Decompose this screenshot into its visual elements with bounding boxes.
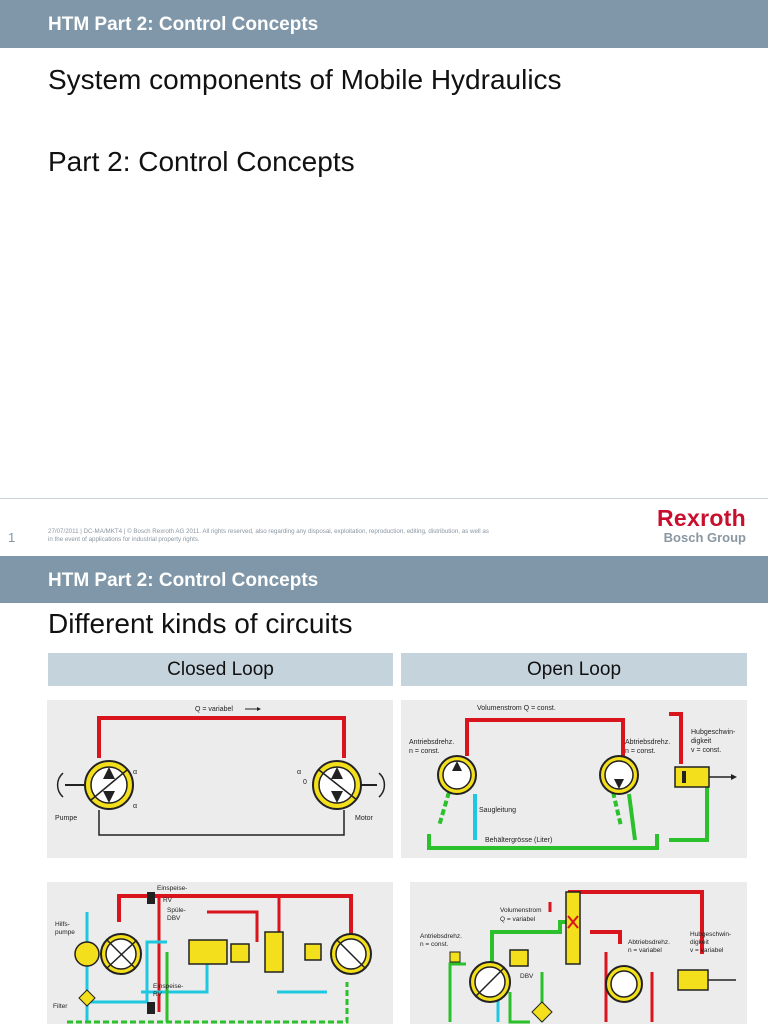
aux-pump-label-1: Hilfs- (55, 921, 70, 928)
aux-pump-label-2: pumpe (55, 929, 75, 936)
closed-circuit-schematic (47, 882, 393, 1024)
section-title: Different kinds of circuits (48, 608, 353, 639)
motor-label: Motor (355, 815, 373, 822)
aux-valve-icon (450, 952, 460, 962)
open-loop-schematic (401, 700, 747, 858)
rexroth-logo: Rexroth (656, 505, 746, 531)
flush-label-2: DBV (167, 915, 181, 922)
filter-icon (532, 1002, 552, 1022)
q-variable-label: Q = variabel (195, 706, 233, 713)
closed-loop-heading: Closed Loop (48, 653, 393, 686)
stroke-speed-value: v = const. (691, 747, 722, 754)
relief-valve-icon (510, 950, 528, 966)
tank-size-label: Behältergrösse (Liter) (485, 837, 553, 844)
feed-valve-bottom-icon (147, 1002, 155, 1014)
aux-pump-icon (75, 942, 99, 966)
slide-header-bar (0, 0, 768, 48)
feed-rv-top-label-2: RV (163, 897, 172, 904)
zero-label: 0 (303, 779, 307, 786)
alpha-max-label-pump: α (133, 803, 138, 810)
feed-valve-top-icon (147, 892, 155, 904)
stroke-speed-label-2: digkeit (691, 738, 712, 745)
output-speed-label: Abtriebsdrehz. (625, 739, 671, 746)
slide-header-title: HTM Part 2: Control Concepts (48, 14, 319, 35)
copyright-line-1: 27/07/2011 | DC-MA/MKT4 | © Bosch Rexroth AG 2011. All rights reserved, also regarding any disposal, exploitation, reproduction, editing, distribution, as well as (48, 528, 489, 535)
page-number: 1 (8, 530, 16, 545)
stroke-speed-label-1: Hubgeschwin- (691, 729, 736, 736)
footer-divider (0, 498, 768, 499)
slide-title: System components of Mobile Hydraulics (48, 64, 562, 95)
input-speed-value: n = const. (409, 748, 440, 755)
closed-loop-diagram (47, 700, 393, 858)
feed-rv-bottom-label-1: Einspeise- (153, 983, 184, 990)
closed-loop-schematic (47, 700, 393, 858)
filter-icon (79, 990, 95, 1006)
input-speed-label: Antriebsdrehz. (409, 739, 455, 746)
output-speed-value: n = const. (625, 748, 656, 755)
flow-label-1: Volumenstrom (500, 907, 542, 914)
check-valve-icon (305, 944, 321, 960)
closed-circuit-diagram (47, 882, 393, 1024)
dbv-label: DBV (520, 973, 534, 980)
relief-valve-icon (265, 932, 283, 972)
stroke-speed-value: v = variabel (690, 947, 724, 954)
feed-rv-top-label-1: Einspeise- (157, 885, 188, 892)
flush-valve-icon (189, 940, 227, 964)
open-circuit-schematic (410, 882, 747, 1024)
bosch-group-logo: Bosch Group (663, 530, 746, 545)
open-loop-heading: Open Loop (401, 653, 747, 686)
output-speed-label: Abtriebsdrehz. (628, 939, 670, 946)
input-speed-value: n = const. (420, 941, 449, 948)
open-loop-diagram (401, 700, 747, 858)
copyright-footer (48, 528, 628, 544)
feed-rv-bottom-label-2: RV (153, 991, 162, 998)
slide-header-title: HTM Part 2: Control Concepts (48, 570, 319, 591)
open-flow-label: Volumenstrom Q = const. (477, 705, 556, 712)
input-speed-label: Antriebsdrehz. (420, 933, 462, 940)
output-speed-value: n = variabel (628, 947, 662, 954)
cylinder-icon (675, 767, 709, 787)
open-circuit-diagram (410, 882, 747, 1024)
flow-label-2: Q = variabel (500, 916, 536, 923)
stroke-speed-label-2: digkeit (690, 939, 709, 946)
flush-label-1: Spüle- (167, 907, 186, 914)
check-valve-icon (231, 944, 249, 962)
filter-label: Filter (53, 1003, 68, 1010)
slide-2 (0, 556, 768, 1024)
suction-line-label: Saugleitung (479, 807, 516, 814)
cylinder-icon (678, 970, 708, 990)
alpha-vg-label: α (133, 769, 138, 776)
slide-subtitle: Part 2: Control Concepts (48, 146, 355, 177)
stroke-speed-label-1: Hubgeschwin- (690, 931, 732, 938)
slide-header-bar (0, 556, 768, 603)
pump-label: Pumpe (55, 815, 78, 822)
copyright-line-2: in the event of applications for industrial property rights. (48, 536, 200, 543)
alpha-min-label: α (297, 769, 302, 776)
